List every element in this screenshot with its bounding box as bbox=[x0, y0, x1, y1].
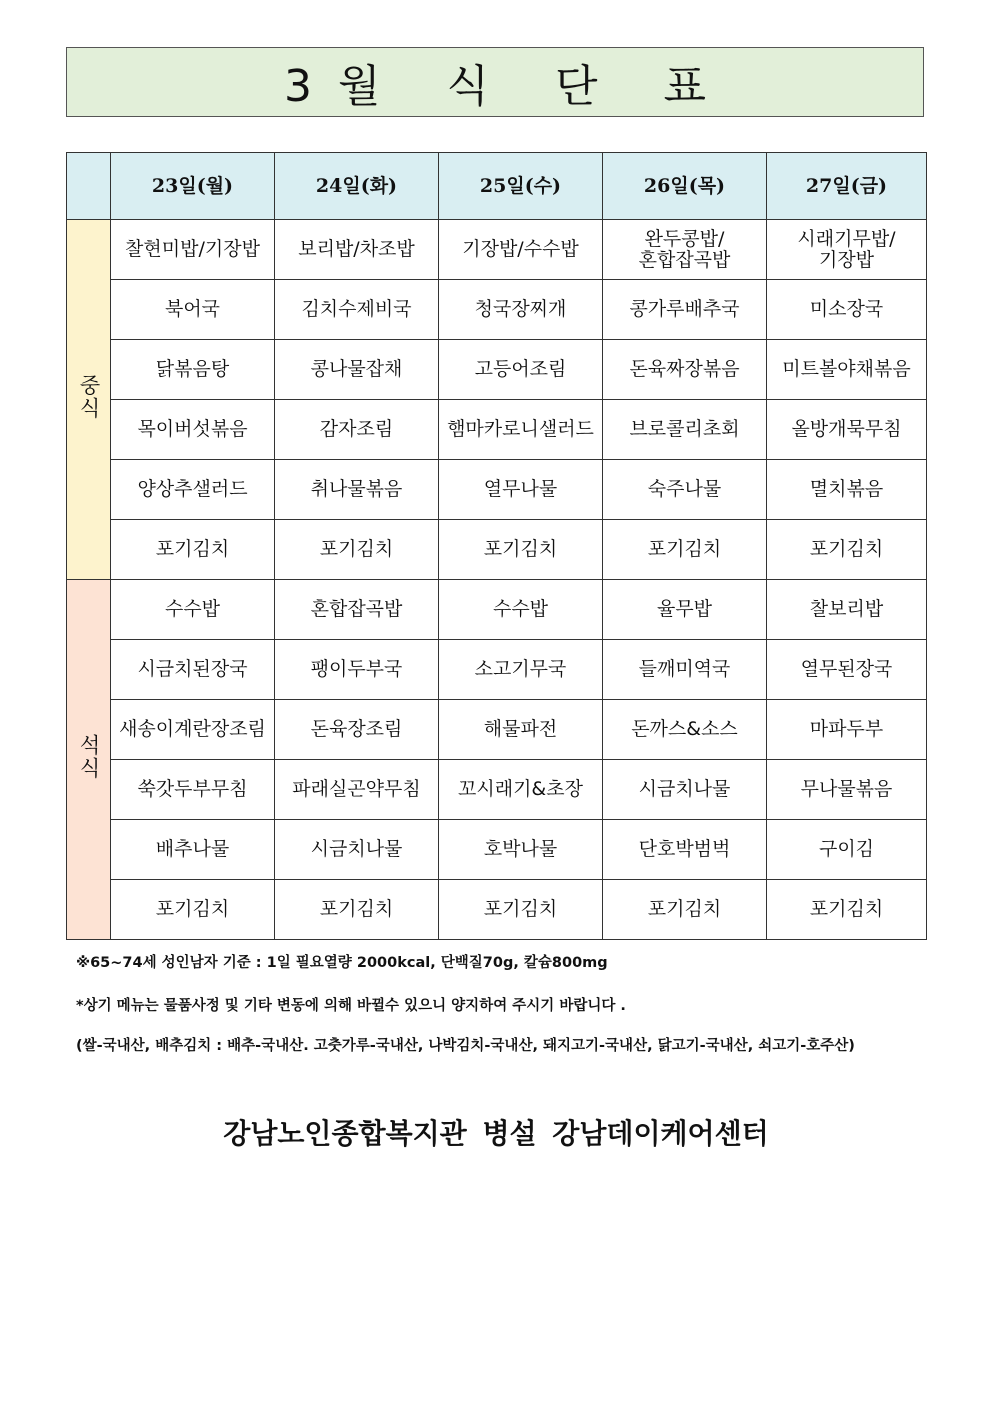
menu-item: 열무나물 bbox=[439, 460, 603, 520]
menu-item: 양상추샐러드 bbox=[111, 460, 275, 520]
menu-item: 파래실곤약무침 bbox=[275, 760, 439, 820]
menu-item: 꼬시래기&초장 bbox=[439, 760, 603, 820]
dinner-row bbox=[67, 580, 927, 640]
menu-item: 고등어조림 bbox=[439, 340, 603, 400]
lunch-label: 중식 bbox=[77, 374, 101, 420]
menu-item: 시래기무밥/ 기장밥 bbox=[767, 220, 927, 280]
corner-cell bbox=[67, 153, 111, 220]
menu-item: 시금치나물 bbox=[603, 760, 767, 820]
nutrition-note: ※65~74세 성인남자 기준 : 1일 필요열량 2000kcal, 단백질70g, 칼슘800mg bbox=[76, 955, 608, 971]
title-banner bbox=[66, 47, 924, 117]
menu-item: 브로콜리초회 bbox=[603, 400, 767, 460]
menu-item: 포기김치 bbox=[767, 880, 927, 940]
menu-item: 취나물볶음 bbox=[275, 460, 439, 520]
menu-item: 새송이계란장조림 bbox=[111, 700, 275, 760]
dinner-row bbox=[67, 700, 927, 760]
menu-item: 포기김치 bbox=[275, 880, 439, 940]
day-header: 25일(수) bbox=[439, 153, 603, 220]
lunch-row bbox=[67, 400, 927, 460]
menu-item: 시금치된장국 bbox=[111, 640, 275, 700]
menu-item: 무나물볶음 bbox=[767, 760, 927, 820]
day-header: 24일(화) bbox=[275, 153, 439, 220]
menu-item: 미트볼야채볶음 bbox=[767, 340, 927, 400]
menu-item: 열무된장국 bbox=[767, 640, 927, 700]
lunch-row bbox=[67, 220, 927, 280]
day-header: 26일(목) bbox=[603, 153, 767, 220]
menu-item: 보리밥/차조밥 bbox=[275, 220, 439, 280]
menu-item: 감자조림 bbox=[275, 400, 439, 460]
dinner-row bbox=[67, 880, 927, 940]
menu-item: 찰현미밥/기장밥 bbox=[111, 220, 275, 280]
dinner-label-cell bbox=[67, 580, 111, 940]
change-note: *상기 메뉴는 물품사정 및 기타 변동에 의해 바뀔수 있으니 양지하여 주시기 바랍니다 . bbox=[76, 998, 626, 1014]
menu-item: 포기김치 bbox=[111, 880, 275, 940]
menu-item: 콩가루배추국 bbox=[603, 280, 767, 340]
menu-item: 팽이두부국 bbox=[275, 640, 439, 700]
menu-item: 돈육짜장볶음 bbox=[603, 340, 767, 400]
menu-item: 돈까스&소스 bbox=[603, 700, 767, 760]
menu-item: 포기김치 bbox=[603, 880, 767, 940]
menu-item: 청국장찌개 bbox=[439, 280, 603, 340]
menu-item: 율무밥 bbox=[603, 580, 767, 640]
menu-item: 시금치나물 bbox=[275, 820, 439, 880]
menu-item: 올방개묵무침 bbox=[767, 400, 927, 460]
menu-item: 멸치볶음 bbox=[767, 460, 927, 520]
menu-item: 쑥갓두부무침 bbox=[111, 760, 275, 820]
menu-item: 완두콩밥/ 혼합잡곡밥 bbox=[603, 220, 767, 280]
menu-item: 해물파전 bbox=[439, 700, 603, 760]
menu-item: 돈육장조림 bbox=[275, 700, 439, 760]
menu-item: 수수밥 bbox=[111, 580, 275, 640]
page-title: 3월 식 단 표 bbox=[284, 61, 732, 112]
menu-item: 포기김치 bbox=[439, 520, 603, 580]
menu-item: 들깨미역국 bbox=[603, 640, 767, 700]
menu-item: 목이버섯볶음 bbox=[111, 400, 275, 460]
menu-item: 포기김치 bbox=[603, 520, 767, 580]
lunch-row bbox=[67, 280, 927, 340]
menu-item: 마파두부 bbox=[767, 700, 927, 760]
header-row bbox=[67, 153, 927, 220]
menu-item: 김치수제비국 bbox=[275, 280, 439, 340]
lunch-label-cell bbox=[67, 220, 111, 580]
menu-item: 단호박범벅 bbox=[603, 820, 767, 880]
menu-item: 소고기무국 bbox=[439, 640, 603, 700]
menu-item: 미소장국 bbox=[767, 280, 927, 340]
menu-item: 기장밥/수수밥 bbox=[439, 220, 603, 280]
menu-item: 닭볶음탕 bbox=[111, 340, 275, 400]
menu-item: 호박나물 bbox=[439, 820, 603, 880]
menu-item: 수수밥 bbox=[439, 580, 603, 640]
day-header: 23일(월) bbox=[111, 153, 275, 220]
menu-item: 배추나물 bbox=[111, 820, 275, 880]
dinner-row bbox=[67, 820, 927, 880]
menu-item: 찰보리밥 bbox=[767, 580, 927, 640]
menu-item: 콩나물잡채 bbox=[275, 340, 439, 400]
menu-item: 포기김치 bbox=[767, 520, 927, 580]
menu-table bbox=[66, 152, 927, 940]
dinner-row bbox=[67, 640, 927, 700]
lunch-row bbox=[67, 520, 927, 580]
dinner-row bbox=[67, 760, 927, 820]
lunch-row bbox=[67, 460, 927, 520]
menu-item: 구이김 bbox=[767, 820, 927, 880]
menu-item: 숙주나물 bbox=[603, 460, 767, 520]
menu-item: 포기김치 bbox=[275, 520, 439, 580]
origin-note: (쌀-국내산, 배추김치 : 배추-국내산. 고춧가루-국내산, 나박김치-국내산, 돼지고기-국내산, 닭고기-국내산, 쇠고기-호주산) bbox=[76, 1038, 855, 1054]
dinner-label: 석식 bbox=[77, 734, 101, 780]
menu-item: 북어국 bbox=[111, 280, 275, 340]
menu-item: 포기김치 bbox=[439, 880, 603, 940]
menu-item: 혼합잡곡밥 bbox=[275, 580, 439, 640]
day-header: 27일(금) bbox=[767, 153, 927, 220]
menu-item: 포기김치 bbox=[111, 520, 275, 580]
menu-item: 햄마카로니샐러드 bbox=[439, 400, 603, 460]
lunch-row bbox=[67, 340, 927, 400]
organization-name: 강남노인종합복지관 병설 강남데이케어센터 bbox=[223, 1117, 769, 1150]
